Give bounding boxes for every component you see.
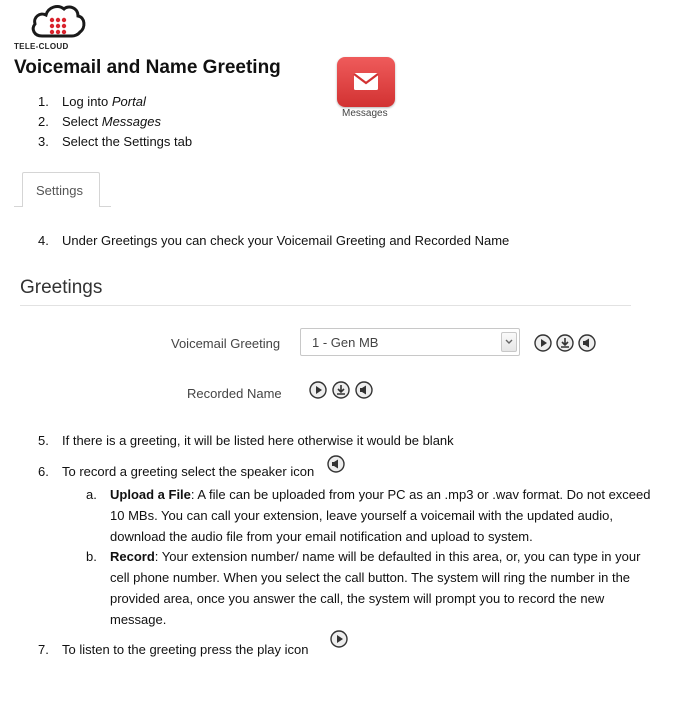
sub-b-letter: b. [86, 549, 97, 564]
speaker-icon[interactable] [578, 334, 596, 352]
step-4: 4. Under Greetings you can check your Voicemail Greeting and Recorded Name [38, 233, 510, 248]
voicemail-greeting-select[interactable] [300, 328, 520, 356]
play-icon [330, 630, 348, 648]
logo-text: TELE-CLOUD [14, 42, 69, 51]
step-3: 3. Select the Settings tab [38, 134, 193, 149]
speaker-icon [327, 455, 345, 473]
sub-b-text: Record: Your extension number/ name will be defaulted in this area, or, you can type in your cell phone number. When you select the call button. The system will ring the number in the provided area, once you answer the call, the system will prompt you to record the new message. [110, 549, 641, 627]
sub-a-text: Upload a File: A file can be uploaded from your PC as an .mp3 or .wav format. Do not exceed 10 MBs. You can call your extension, leave yourself a voicemail with the updated audio, download the audio file from your email notification and upload to system. [110, 487, 651, 544]
step-1: 1. Log into Portal [38, 94, 146, 109]
chevron-down-icon[interactable] [501, 332, 517, 352]
speaker-icon[interactable] [355, 381, 373, 399]
cloud-logo-icon [28, 2, 88, 42]
tab-divider [14, 206, 22, 207]
download-icon[interactable] [332, 381, 350, 399]
voicemail-greeting-label: Voicemail Greeting [171, 336, 281, 351]
greetings-heading: Greetings [20, 277, 103, 298]
recorded-name-label: Recorded Name [187, 386, 282, 401]
step-6: 6. To record a greeting select the speaker icon [38, 464, 315, 479]
tele-cloud-logo [14, 2, 90, 52]
play-icon[interactable] [309, 381, 327, 399]
page-title: Voicemail and Name Greeting [14, 57, 281, 78]
download-icon[interactable] [556, 334, 574, 352]
step-7: 7. To listen to the greeting press the play icon [38, 642, 309, 657]
voicemail-greeting-value: 1 - Gen MB [312, 335, 379, 350]
play-icon[interactable] [534, 334, 552, 352]
tab-settings-label: Settings [36, 183, 83, 198]
step-5: 5. If there is a greeting, it will be listed here otherwise it would be blank [38, 433, 454, 448]
messages-label: Messages [342, 108, 388, 119]
sub-a-letter: a. [86, 487, 97, 502]
heading-divider [20, 305, 631, 306]
tab-settings[interactable] [22, 172, 100, 207]
step-2: 2. Select Messages [38, 114, 161, 129]
messages-app-icon[interactable] [337, 57, 395, 107]
tab-divider [99, 206, 111, 207]
envelope-icon [337, 57, 395, 107]
